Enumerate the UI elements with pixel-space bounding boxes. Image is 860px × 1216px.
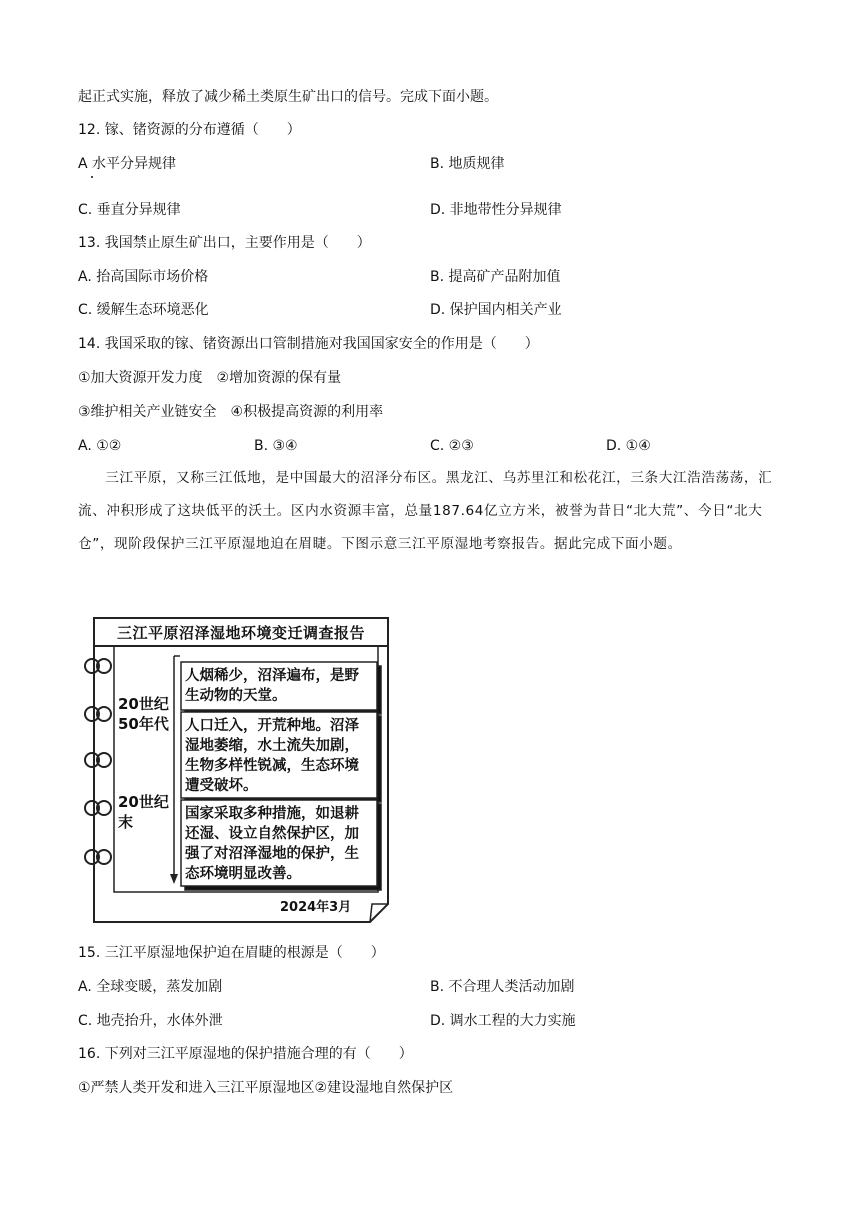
report-figure [82,614,394,924]
question-15-stem: 15. 三江平原湿地保护迫在眉睫的根源是（ ） [78,945,385,961]
question-12-option-a[interactable]: A 水平分异规律 [78,156,177,172]
question-15-option-a[interactable]: A. 全球变暖，蒸发加剧 [78,979,223,995]
figure-title: 三江平原沼泽湿地环境变迁调查报告 [116,624,365,642]
report-date: 2024年3月 [280,900,352,915]
stage-box-2: 人口迁入，开荒种地。沼泽湿地萎缩，水土流失加剧，生物多样性锐减，生态环境遭受破坏。 [185,718,359,794]
question-13-stem: 13. 我国禁止原生矿出口，主要作用是（ ） [78,235,371,251]
question-12-stem: 12. 镓、锗资源的分布遵循（ ） [78,122,301,138]
question-15-option-c[interactable]: C. 地壳抬升，水体外泄 [78,1013,223,1029]
question-13-option-a[interactable]: A. 抬高国际市场价格 [78,269,209,285]
era-label-1950s: 20世纪50年代 [118,695,169,733]
passage-text: 三江平原，又称三江低地，是中国最大的沼泽分布区。黑龙江、乌苏里江和松花江，三条大江浩浩荡荡，汇流、冲积形成了这块低平的沃土。区内水资源丰富，总量187.64亿立方米，被誉为昔日“北大荒”、今日“北大仓”，现阶段保护三江平原湿地迫在眉睫。下图示意三江平原湿地考察报告。据此完成下面小题。 [78,470,773,552]
question-15-option-d[interactable]: D. 调水工程的大力实施 [430,1013,576,1029]
question-12-option-b[interactable]: B. 地质规律 [430,156,505,172]
question-15-option-b[interactable]: B. 不合理人类活动加剧 [430,979,575,995]
question-12-option-c[interactable]: C. 垂直分异规律 [78,202,181,218]
stage-box-1: 人烟稀少，沼泽遍布，是野生动物的天堂。 [185,668,359,704]
decorative-dot [91,176,93,178]
question-13-option-b[interactable]: B. 提高矿产品附加值 [430,269,561,285]
question-14-option-a[interactable]: A. ①② [78,438,122,454]
question-14-items-2: ③维护相关产业链安全 ④积极提高资源的利用率 [78,404,384,420]
intro-continuation: 起正式实施，释放了减少稀土类原生矿出口的信号。完成下面小题。 [78,89,498,105]
era-label-late-20th: 20世纪末 [118,793,169,831]
question-16-items-1: ①严禁人类开发和进入三江平原湿地区②建设湿地自然保护区 [78,1080,454,1096]
question-12-option-d[interactable]: D. 非地带性分异规律 [430,202,562,218]
stage-box-3: 国家采取多种措施，如退耕还湿、设立自然保护区，加强了对沼泽湿地的保护，生态环境明显改善。 [185,806,359,882]
question-14-stem: 14. 我国采取的镓、锗资源出口管制措施对我国国家安全的作用是（ ） [78,336,539,352]
question-13-option-c[interactable]: C. 缓解生态环境恶化 [78,302,209,318]
question-14-option-d[interactable]: D. ①④ [606,438,651,454]
question-14-items-1: ①加大资源开发力度 ②增加资源的保有量 [78,370,342,386]
question-13-option-d[interactable]: D. 保护国内相关产业 [430,302,562,318]
question-16-stem: 16. 下列对三江平原湿地的保护措施合理的有（ ） [78,1046,413,1062]
question-14-option-c[interactable]: C. ②③ [430,438,474,454]
question-14-option-b[interactable]: B. ③④ [254,438,298,454]
